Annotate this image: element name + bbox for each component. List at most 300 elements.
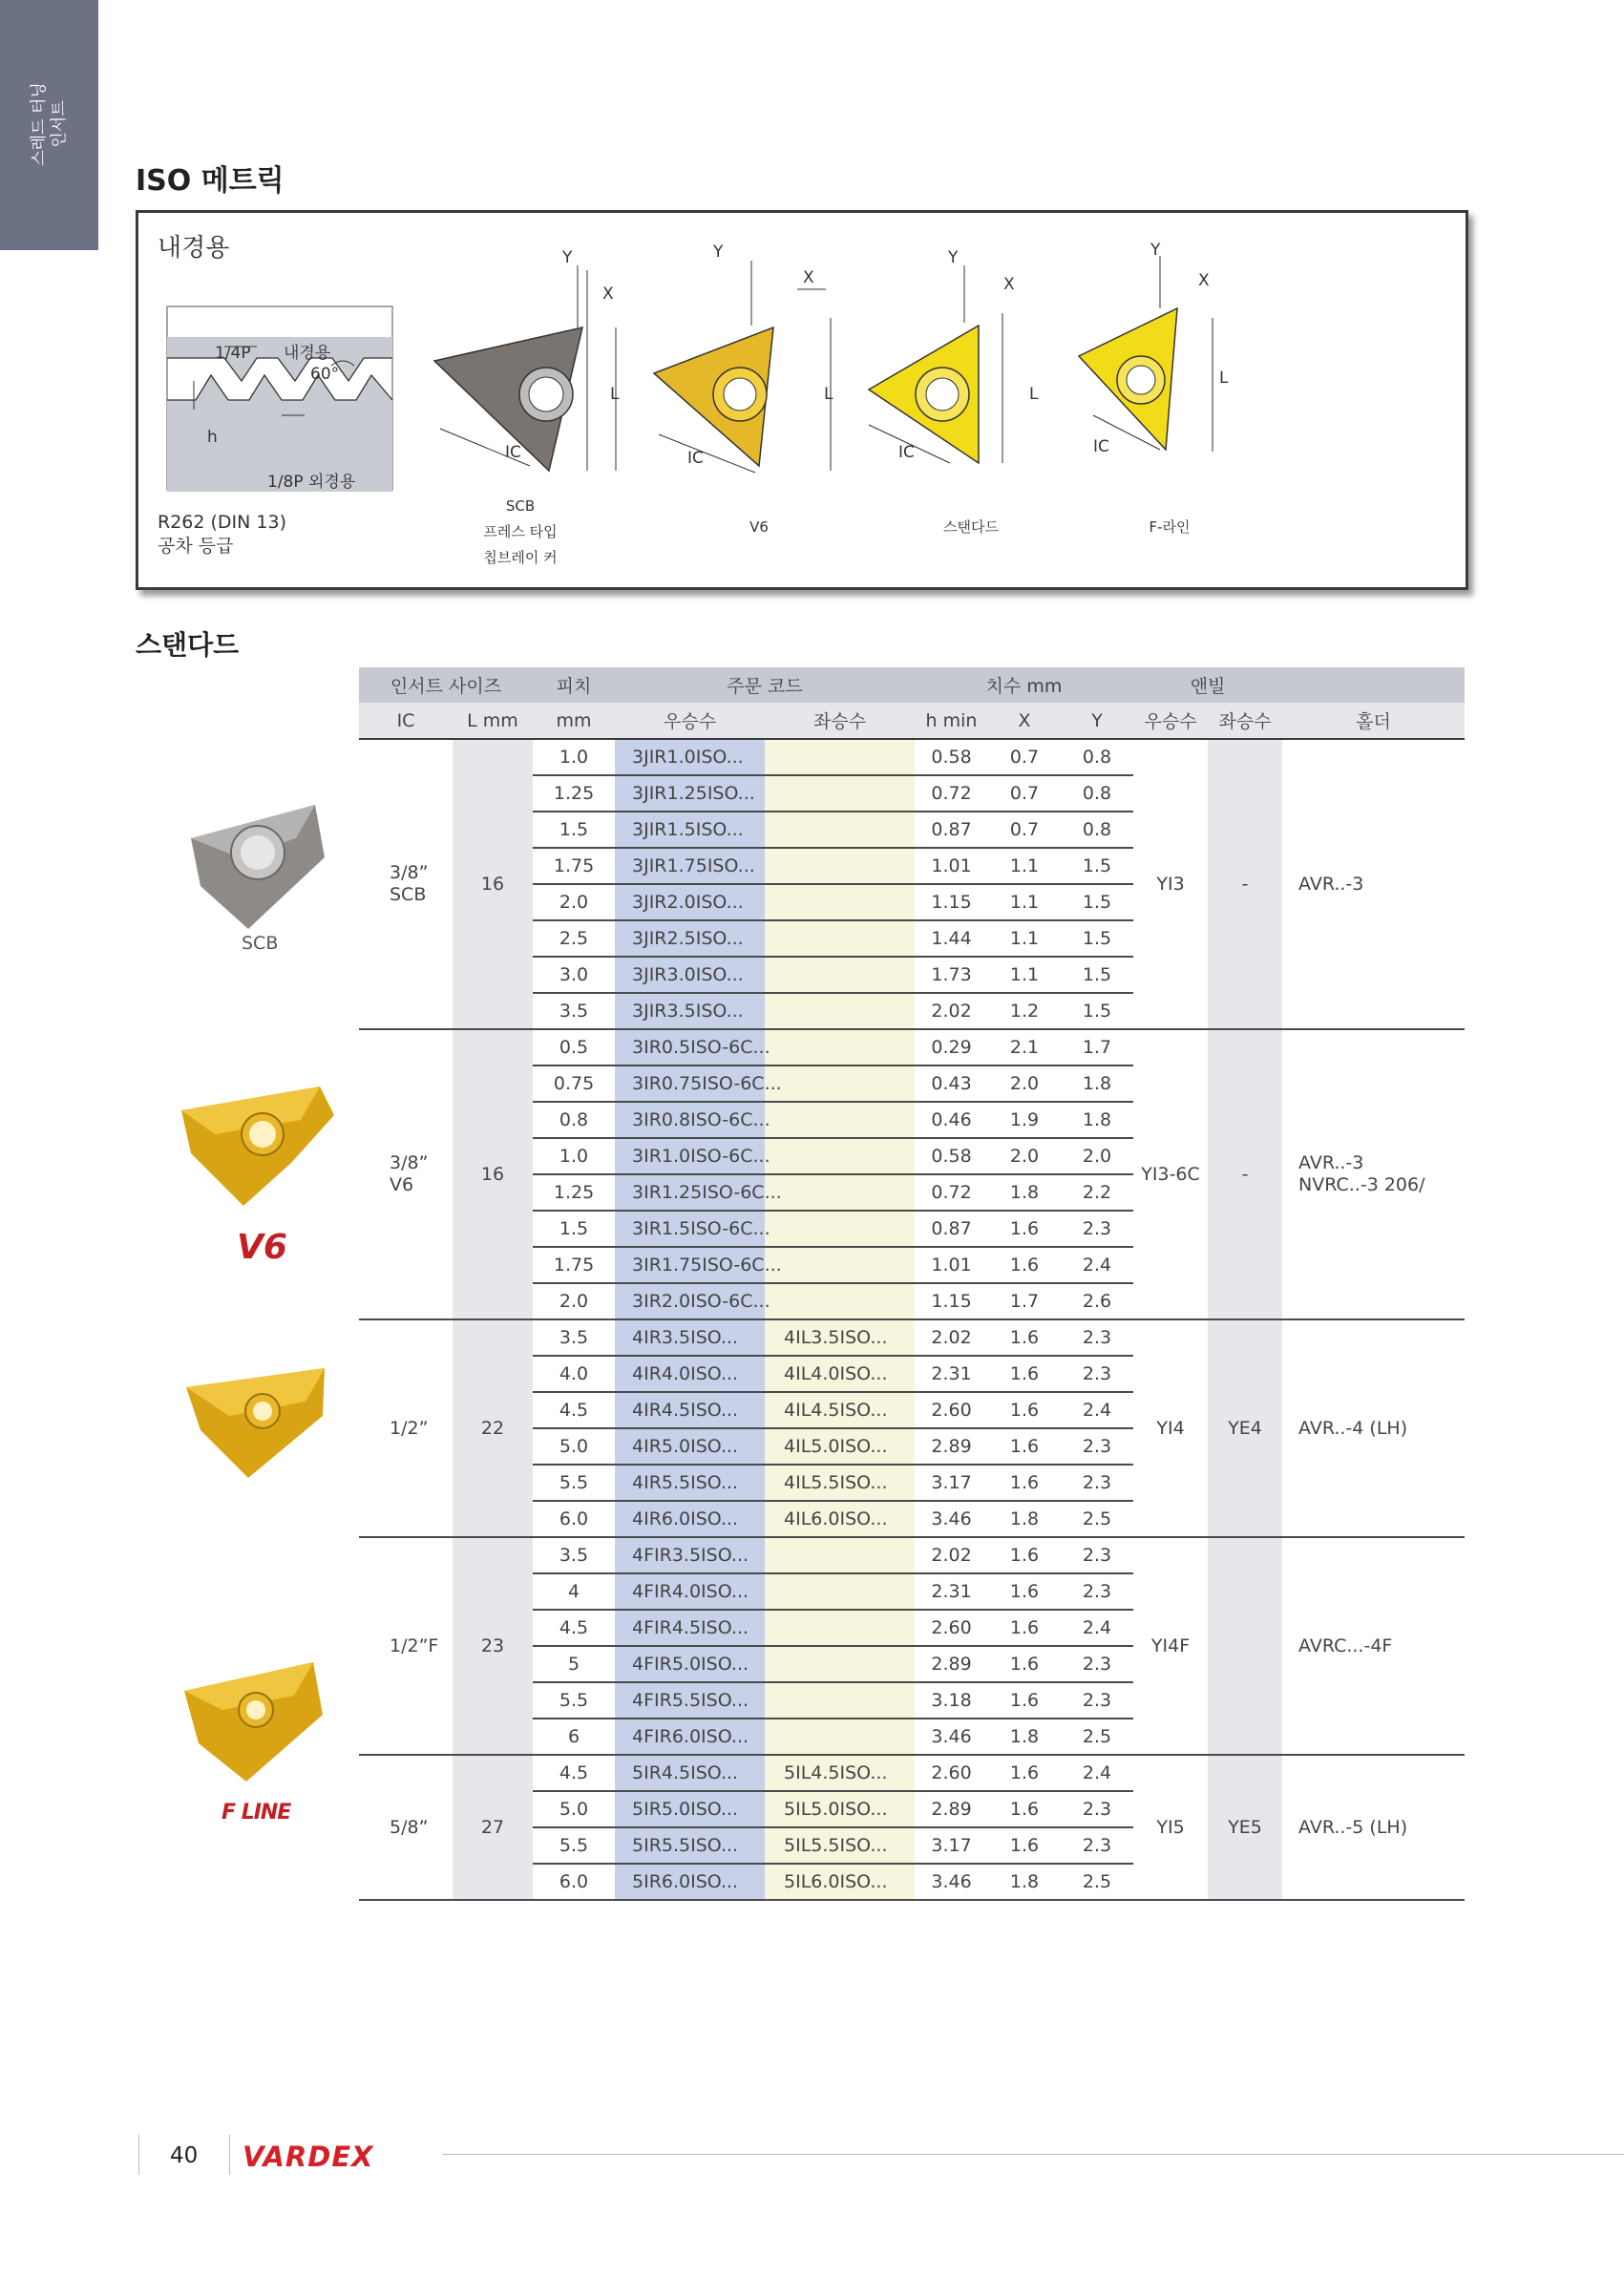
col-code-r: 우승수 <box>615 703 765 739</box>
y-cell: 2.3 <box>1061 1791 1133 1827</box>
blank-header <box>1282 667 1465 703</box>
code-r-cell: 4FIR5.0ISO... <box>615 1646 765 1682</box>
pitch-cell: 1.25 <box>533 775 615 812</box>
hmin-cell: 1.01 <box>915 1247 988 1283</box>
insert-size-header: 인서트 사이즈 <box>359 667 533 703</box>
hmin-cell: 0.87 <box>915 1211 988 1247</box>
holder-line: AVR..-5 (LH) <box>1298 1816 1408 1838</box>
x-cell: 1.6 <box>988 1428 1061 1465</box>
code-l-cell: 4IL4.0ISO... <box>765 1356 915 1392</box>
code-r-cell: 4IR5.5ISO... <box>615 1465 765 1501</box>
code-r-cell: 4FIR3.5ISO... <box>615 1537 765 1573</box>
l-cell: 23 <box>453 1537 533 1755</box>
code-l-cell <box>765 739 915 775</box>
hmin-cell: 2.89 <box>915 1791 988 1827</box>
code-l-cell <box>765 1719 915 1755</box>
fline-x-label: X <box>1198 271 1210 290</box>
hmin-cell: 0.72 <box>915 1174 988 1211</box>
code-l-cell <box>765 1682 915 1719</box>
code-r-cell: 3JIR1.5ISO... <box>615 812 765 848</box>
scb-product-image <box>181 800 334 934</box>
x-cell: 1.1 <box>988 957 1061 993</box>
anvil-r-cell: YI5 <box>1133 1755 1208 1900</box>
page-number: 40 <box>170 2143 199 2168</box>
hmin-cell: 0.58 <box>915 739 988 775</box>
ic-cell <box>359 1755 453 1900</box>
pitch-cell: 0.75 <box>533 1065 615 1102</box>
hmin-cell: 3.18 <box>915 1682 988 1719</box>
table-row <box>359 1319 1465 1356</box>
x-cell: 1.8 <box>988 1719 1061 1755</box>
anvil-l-cell: - <box>1208 1029 1282 1319</box>
order-code-header: 주문 코드 <box>615 667 915 703</box>
footer-divider-left <box>138 2135 139 2175</box>
pitch-cell: 3.5 <box>533 993 615 1029</box>
code-r-cell: 4FIR5.5ISO... <box>615 1682 765 1719</box>
x-cell: 1.6 <box>988 1356 1061 1392</box>
x-cell: 1.6 <box>988 1610 1061 1646</box>
code-l-cell <box>765 848 915 884</box>
y-cell: 2.3 <box>1061 1211 1133 1247</box>
code-r-cell: 5IR5.5ISO... <box>615 1827 765 1864</box>
fline-l-label: L <box>1219 369 1229 388</box>
fline-ic-label: IC <box>1093 437 1109 456</box>
code-l-cell <box>765 1537 915 1573</box>
anvil-r-cell: YI4F <box>1133 1537 1208 1755</box>
l-cell: 22 <box>453 1319 533 1537</box>
x-cell: 1.1 <box>988 920 1061 957</box>
col-hmin: h min <box>915 703 988 739</box>
hmin-cell: 1.15 <box>915 884 988 920</box>
x-cell: 2.1 <box>988 1029 1061 1065</box>
pitch-cell: 5.0 <box>533 1791 615 1827</box>
x-cell: 1.2 <box>988 993 1061 1029</box>
pitch-cell: 4.5 <box>533 1610 615 1646</box>
code-r-cell: 4IR3.5ISO... <box>615 1319 765 1356</box>
scb-x-label: X <box>602 285 614 304</box>
scb-y-label: Y <box>562 248 573 267</box>
y-cell: 2.3 <box>1061 1573 1133 1610</box>
ic-cell <box>359 739 453 1029</box>
hmin-cell: 2.60 <box>915 1755 988 1791</box>
code-l-cell <box>765 1247 915 1283</box>
l-cell: 16 <box>453 1029 533 1319</box>
code-l-cell <box>765 1646 915 1682</box>
code-r-cell: 3JIR1.75ISO... <box>615 848 765 884</box>
y-cell: 2.4 <box>1061 1610 1133 1646</box>
x-cell: 2.0 <box>988 1065 1061 1102</box>
pitch-cell: 5.5 <box>533 1682 615 1719</box>
code-l-cell: 5IL5.5ISO... <box>765 1827 915 1864</box>
col-holder: 홀더 <box>1282 703 1465 739</box>
page-title: ISO 메트릭 <box>136 164 285 198</box>
y-cell: 1.5 <box>1061 884 1133 920</box>
standard-insert-drawing <box>869 265 1002 463</box>
holder-line: AVR..-3 <box>1298 873 1364 895</box>
v6-l-label: L <box>824 385 833 404</box>
code-r-cell: 3IR1.5ISO-6C... <box>615 1211 765 1247</box>
y-cell: 2.3 <box>1061 1319 1133 1356</box>
scb-ic-label: IC <box>505 443 521 462</box>
x-cell: 1.6 <box>988 1646 1061 1682</box>
holder-cell <box>1282 1029 1465 1319</box>
code-l-cell <box>765 775 915 812</box>
hmin-cell: 0.72 <box>915 775 988 812</box>
section-title: 스탠다드 <box>136 629 240 661</box>
code-r-cell: 4IR4.5ISO... <box>615 1392 765 1428</box>
code-l-cell: 5IL6.0ISO... <box>765 1864 915 1900</box>
y-cell: 2.3 <box>1061 1537 1133 1573</box>
pitch-cell: 2.0 <box>533 1283 615 1319</box>
x-cell: 1.8 <box>988 1501 1061 1537</box>
code-r-cell: 3JIR2.5ISO... <box>615 920 765 957</box>
standard-y-label: Y <box>948 248 959 267</box>
y-cell: 0.8 <box>1061 775 1133 812</box>
code-l-cell <box>765 993 915 1029</box>
code-r-cell: 3IR0.75ISO-6C... <box>615 1065 765 1102</box>
fline-y-label: Y <box>1150 241 1161 260</box>
y-cell: 1.5 <box>1061 920 1133 957</box>
x-cell: 1.6 <box>988 1682 1061 1719</box>
x-cell: 1.6 <box>988 1319 1061 1356</box>
code-l-cell <box>765 1102 915 1138</box>
x-cell: 2.0 <box>988 1138 1061 1174</box>
y-cell: 1.7 <box>1061 1029 1133 1065</box>
anvil-header: 앤빌 <box>1133 667 1282 703</box>
code-l-cell: 4IL3.5ISO... <box>765 1319 915 1356</box>
holder-line: AVRC...-4F <box>1298 1635 1393 1656</box>
standard-x-label: X <box>1003 275 1015 294</box>
pitch-cell: 5.0 <box>533 1428 615 1465</box>
hmin-cell: 2.02 <box>915 1319 988 1356</box>
code-r-cell: 5IR5.0ISO... <box>615 1791 765 1827</box>
caption-standard: 스탠다드 <box>943 518 999 536</box>
code-l-cell <box>765 1211 915 1247</box>
code-l-cell: 5IL5.0ISO... <box>765 1791 915 1827</box>
anvil-r-cell: YI4 <box>1133 1319 1208 1537</box>
pitch-cell: 3.0 <box>533 957 615 993</box>
x-cell: 1.7 <box>988 1283 1061 1319</box>
code-l-cell <box>765 884 915 920</box>
pitch-cell: 4.0 <box>533 1356 615 1392</box>
side-tab-label: 스레드 터닝 인서트 <box>30 82 69 166</box>
pitch-cell: 0.8 <box>533 1102 615 1138</box>
y-cell: 2.5 <box>1061 1864 1133 1900</box>
code-r-cell: 3IR2.0ISO-6C... <box>615 1283 765 1319</box>
hmin-cell: 0.43 <box>915 1065 988 1102</box>
pitch-cell: 1.75 <box>533 1247 615 1283</box>
code-l-cell <box>765 812 915 848</box>
y-cell: 2.3 <box>1061 1465 1133 1501</box>
hmin-cell: 3.46 <box>915 1719 988 1755</box>
pitch-cell: 1.0 <box>533 1138 615 1174</box>
y-cell: 0.8 <box>1061 812 1133 848</box>
dims-header: 치수 mm <box>915 667 1133 703</box>
fline-product-image <box>179 1657 332 1791</box>
x-cell: 1.9 <box>988 1102 1061 1138</box>
pitch-cell: 1.25 <box>533 1174 615 1211</box>
col-code-l: 좌승수 <box>765 703 915 739</box>
code-l-cell <box>765 1283 915 1319</box>
v6-y-label: Y <box>713 243 724 262</box>
anvil-l-cell: YE5 <box>1208 1755 1282 1900</box>
holder-cell <box>1282 739 1465 1029</box>
col-y: Y <box>1061 703 1133 739</box>
y-cell: 1.5 <box>1061 848 1133 884</box>
tolerance-note: R262 (DIN 13) 공차 등급 <box>158 512 286 557</box>
code-r-cell: 3IR1.25ISO-6C... <box>615 1174 765 1211</box>
ic-size: 3/8” <box>390 862 429 883</box>
v6-x-label: X <box>803 268 814 287</box>
code-l-cell <box>765 1610 915 1646</box>
code-l-cell <box>765 1029 915 1065</box>
code-r-cell: 3JIR1.25ISO... <box>615 775 765 812</box>
y-cell: 2.6 <box>1061 1283 1133 1319</box>
pitch-cell: 3.5 <box>533 1537 615 1573</box>
y-cell: 2.3 <box>1061 1356 1133 1392</box>
standard-l-label: L <box>1029 385 1039 404</box>
anvil-r-cell: YI3 <box>1133 739 1208 1029</box>
hmin-cell: 2.02 <box>915 1537 988 1573</box>
angle-label: 60° <box>310 365 340 384</box>
pitch-cell: 0.5 <box>533 1029 615 1065</box>
ic-cell <box>359 1319 453 1537</box>
caption-fline: F-라인 <box>1149 518 1191 536</box>
code-r-cell: 4IR5.0ISO... <box>615 1428 765 1465</box>
standard-ic-label: IC <box>898 443 915 462</box>
table-row <box>359 1755 1465 1791</box>
header-group-row <box>359 667 1465 703</box>
holder-cell <box>1282 1537 1465 1755</box>
y-cell: 2.4 <box>1061 1755 1133 1791</box>
fline-insert-drawing <box>1079 256 1213 452</box>
code-r-cell: 3JIR1.0ISO... <box>615 739 765 775</box>
code-l-cell <box>765 920 915 957</box>
scb-insert-drawing <box>434 265 616 471</box>
table-row <box>359 1537 1465 1573</box>
hmin-cell: 0.29 <box>915 1029 988 1065</box>
code-r-cell: 3IR1.0ISO-6C... <box>615 1138 765 1174</box>
v6-insert-drawing <box>654 261 831 473</box>
y-cell: 2.4 <box>1061 1247 1133 1283</box>
v6-ic-label: IC <box>687 449 704 468</box>
col-l: L mm <box>453 703 533 739</box>
x-cell: 1.1 <box>988 884 1061 920</box>
x-cell: 1.6 <box>988 1755 1061 1791</box>
side-tab[interactable] <box>0 0 98 250</box>
x-cell: 1.6 <box>988 1465 1061 1501</box>
code-r-cell: 4IR6.0ISO... <box>615 1501 765 1537</box>
pitch-cell: 1.0 <box>533 739 615 775</box>
pitch-cell: 5.5 <box>533 1827 615 1864</box>
code-l-cell <box>765 1065 915 1102</box>
pitch-cell: 6 <box>533 1719 615 1755</box>
pitch-cell: 4 <box>533 1573 615 1610</box>
code-r-cell: 3IR0.5ISO-6C... <box>615 1029 765 1065</box>
hmin-cell: 3.46 <box>915 1501 988 1537</box>
y-cell: 1.8 <box>1061 1065 1133 1102</box>
holder-line: NVRC..-3 206/ <box>1298 1174 1425 1195</box>
x-cell: 1.6 <box>988 1537 1061 1573</box>
caption-v6: V6 <box>749 518 769 536</box>
hmin-cell: 1.01 <box>915 848 988 884</box>
code-l-cell: 4IL4.5ISO... <box>765 1392 915 1428</box>
pitch-cell: 6.0 <box>533 1501 615 1537</box>
code-r-cell: 3IR0.8ISO-6C... <box>615 1102 765 1138</box>
col-ic: IC <box>359 703 453 739</box>
l-cell: 27 <box>453 1755 533 1900</box>
code-r-cell: 4FIR4.5ISO... <box>615 1610 765 1646</box>
internal-label: 내경용 <box>284 344 331 363</box>
pitch-cell: 5 <box>533 1646 615 1682</box>
hmin-cell: 1.73 <box>915 957 988 993</box>
hmin-cell: 0.58 <box>915 1138 988 1174</box>
x-cell: 1.8 <box>988 1864 1061 1900</box>
table-row <box>359 1029 1465 1065</box>
code-r-cell: 4IR4.0ISO... <box>615 1356 765 1392</box>
y-cell: 2.0 <box>1061 1138 1133 1174</box>
hmin-cell: 3.17 <box>915 1827 988 1864</box>
table-row <box>359 739 1465 775</box>
y-cell: 2.3 <box>1061 1646 1133 1682</box>
ic-size: 1/2”F <box>390 1635 439 1656</box>
x-cell: 1.6 <box>988 1827 1061 1864</box>
anvil-r-cell: YI3-6C <box>1133 1029 1208 1319</box>
footer-rule <box>442 2154 1624 2155</box>
x-cell: 1.1 <box>988 848 1061 884</box>
holder-line: AVR..-3 <box>1298 1152 1364 1173</box>
code-r-cell: 3IR1.75ISO-6C... <box>615 1247 765 1283</box>
ic-size: 5/8” <box>390 1816 429 1838</box>
x-cell: 1.6 <box>988 1791 1061 1827</box>
x-cell: 1.6 <box>988 1211 1061 1247</box>
pitch-header: 피치 <box>533 667 615 703</box>
hmin-cell: 1.44 <box>915 920 988 957</box>
table-body <box>359 739 1465 1900</box>
y-cell: 0.8 <box>1061 739 1133 775</box>
ic-size: 3/8” <box>390 1152 429 1173</box>
pitch-cell: 2.0 <box>533 884 615 920</box>
hmin-cell: 2.60 <box>915 1610 988 1646</box>
hmin-cell: 3.46 <box>915 1864 988 1900</box>
pitch-cell: 2.5 <box>533 920 615 957</box>
code-r-cell: 3JIR3.0ISO... <box>615 957 765 993</box>
x-cell: 1.6 <box>988 1573 1061 1610</box>
pitch-cell: 4.5 <box>533 1755 615 1791</box>
col-pitch: mm <box>533 703 615 739</box>
standard-product-image <box>181 1363 334 1487</box>
hmin-cell: 2.60 <box>915 1392 988 1428</box>
y-cell: 2.2 <box>1061 1174 1133 1211</box>
hmin-cell: 2.89 <box>915 1646 988 1682</box>
pitch-cell: 5.5 <box>533 1465 615 1501</box>
pitch-cell: 6.0 <box>533 1864 615 1900</box>
spec-table <box>359 667 1465 1901</box>
code-r-cell: 5IR6.0ISO... <box>615 1864 765 1900</box>
footer-divider-right <box>229 2135 230 2175</box>
y-cell: 2.5 <box>1061 1719 1133 1755</box>
code-l-cell: 4IL5.5ISO... <box>765 1465 915 1501</box>
holder-cell <box>1282 1755 1465 1900</box>
code-r-cell: 4FIR6.0ISO... <box>615 1719 765 1755</box>
ic-cell <box>359 1537 453 1755</box>
code-r-cell: 4FIR4.0ISO... <box>615 1573 765 1610</box>
code-r-cell: 5IR4.5ISO... <box>615 1755 765 1791</box>
ic-type: SCB <box>390 884 427 905</box>
v6-logo: V6 <box>237 1228 287 1267</box>
y-cell: 1.5 <box>1061 993 1133 1029</box>
pitch-cell: 1.5 <box>533 812 615 848</box>
hmin-cell: 1.15 <box>915 1283 988 1319</box>
y-cell: 2.5 <box>1061 1501 1133 1537</box>
x-cell: 1.6 <box>988 1247 1061 1283</box>
ic-size: 1/2” <box>390 1417 429 1439</box>
x-cell: 0.7 <box>988 775 1061 812</box>
holder-cell <box>1282 1319 1465 1537</box>
hmin-cell: 2.31 <box>915 1573 988 1610</box>
anvil-l-cell: YE4 <box>1208 1319 1282 1537</box>
diagram-title: 내경용 <box>158 234 230 263</box>
y-cell: 2.3 <box>1061 1428 1133 1465</box>
y-cell: 1.8 <box>1061 1102 1133 1138</box>
col-anvil-l: 좌승수 <box>1208 703 1282 739</box>
thread-profile <box>167 306 392 492</box>
quarter-pitch-label: 1/4P <box>215 344 251 363</box>
y-cell: 2.4 <box>1061 1392 1133 1428</box>
holder-line: AVR..-4 (LH) <box>1298 1417 1408 1439</box>
h-label: h <box>207 428 218 447</box>
header-column-row <box>359 703 1465 739</box>
x-cell: 0.7 <box>988 812 1061 848</box>
anvil-l-cell <box>1208 1537 1282 1755</box>
ic-cell <box>359 1029 453 1319</box>
hmin-cell: 2.02 <box>915 993 988 1029</box>
anvil-l-cell: - <box>1208 739 1282 1029</box>
pitch-cell: 1.5 <box>533 1211 615 1247</box>
code-r-cell: 3JIR3.5ISO... <box>615 993 765 1029</box>
y-cell: 1.5 <box>1061 957 1133 993</box>
ic-type: V6 <box>390 1174 414 1195</box>
hmin-cell: 2.31 <box>915 1356 988 1392</box>
fline-logo: F LINE <box>221 1801 291 1825</box>
y-cell: 2.3 <box>1061 1682 1133 1719</box>
scb-product-label: SCB <box>242 933 279 954</box>
eighth-pitch-label: 1/8P 외경용 <box>267 473 356 492</box>
brand-logo: VARDEX <box>243 2141 374 2173</box>
scb-l-label: L <box>610 385 620 404</box>
code-l-cell: 4IL5.0ISO... <box>765 1428 915 1465</box>
code-l-cell <box>765 957 915 993</box>
pitch-cell: 1.75 <box>533 848 615 884</box>
code-l-cell <box>765 1174 915 1211</box>
code-l-cell <box>765 1138 915 1174</box>
diagram-frame <box>136 210 1468 590</box>
l-cell: 16 <box>453 739 533 1029</box>
hmin-cell: 3.17 <box>915 1465 988 1501</box>
col-x: X <box>988 703 1061 739</box>
x-cell: 1.6 <box>988 1392 1061 1428</box>
x-cell: 0.7 <box>988 739 1061 775</box>
code-l-cell: 4IL6.0ISO... <box>765 1501 915 1537</box>
col-anvil-r: 우승수 <box>1133 703 1208 739</box>
code-l-cell <box>765 1573 915 1610</box>
x-cell: 1.8 <box>988 1174 1061 1211</box>
code-l-cell: 5IL4.5ISO... <box>765 1755 915 1791</box>
hmin-cell: 2.89 <box>915 1428 988 1465</box>
pitch-cell: 3.5 <box>533 1319 615 1356</box>
hmin-cell: 0.46 <box>915 1102 988 1138</box>
code-r-cell: 3JIR2.0ISO... <box>615 884 765 920</box>
